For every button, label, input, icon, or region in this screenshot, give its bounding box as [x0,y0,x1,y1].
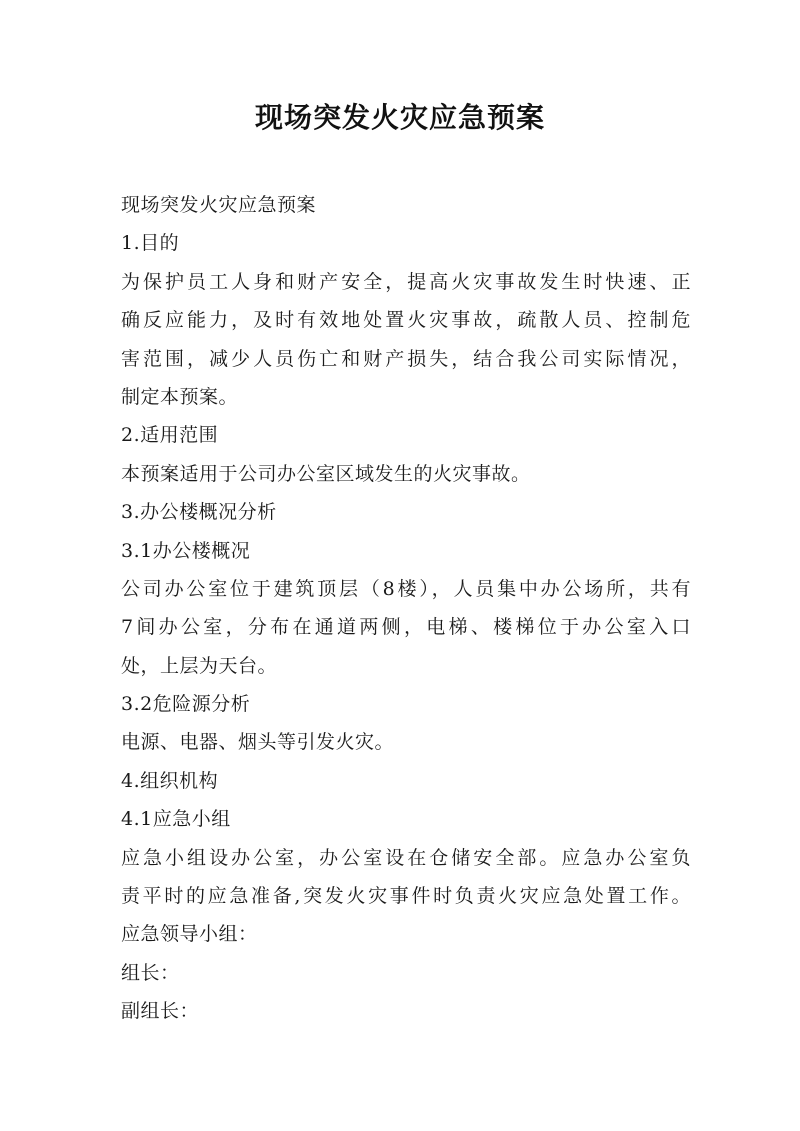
paragraph-line: 组长： [121,961,180,984]
paragraph-line: 处，上层为天台。 [121,654,278,677]
subsection-heading: 3.2危险源分析 [121,693,251,716]
section-heading: 现场突发火灾应急预案 [121,194,317,216]
paragraph-line: 电源、电器、烟头等引发火灾。 [121,731,395,754]
section-heading: 2.适用范围 [121,424,219,447]
document-body [121,186,691,1031]
subsection-heading: 4.1应急小组 [121,808,231,831]
section-heading: 3.办公楼概况分析 [121,501,277,524]
paragraph-line: 应急小组设办公室，办公室设在仓储安全部。应急办公室负 [121,846,691,869]
document-title: 现场突发火灾应急预案 [254,101,545,134]
paragraph-line: 应急领导小组： [121,923,258,946]
paragraph-line: 确反应能力，及时有效地处置火灾事故，疏散人员、控制危 [121,309,691,332]
paragraph-line: 责平时的应急准备,突发火灾事件时负责火灾应急处置工作。 [121,885,691,908]
section-heading: 1.目的 [121,232,180,255]
paragraph-line: 副组长： [121,1000,200,1023]
subsection-heading: 3.1办公楼概况 [121,539,251,562]
paragraph-line: 本预案适用于公司办公室区域发生的火灾事故。 [121,462,531,485]
paragraph-line: 害范围，减少人员伤亡和财产损失，结合我公司实际情况， [121,347,691,370]
paragraph-line: 制定本预案。 [121,385,239,408]
section-heading: 4.组织机构 [121,769,219,792]
paragraph-line: 7间办公室，分布在通道两侧，电梯、楼梯位于办公室入口 [121,616,691,639]
paragraph-line: 公司办公室位于建筑顶层（8楼），人员集中办公场所，共有 [121,577,691,600]
paragraph-line: 为保护员工人身和财产安全，提高火灾事故发生时快速、正 [121,270,691,293]
